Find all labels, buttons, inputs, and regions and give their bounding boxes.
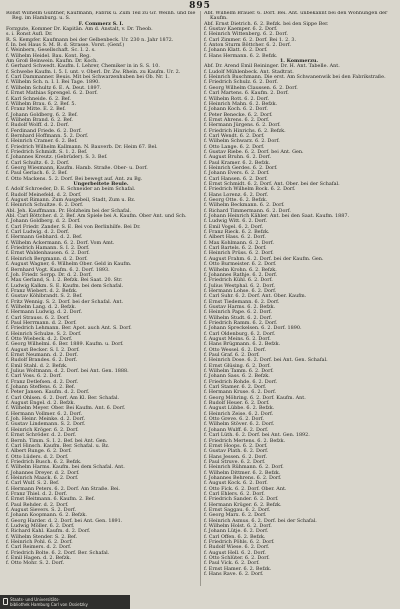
directory-entry: f. Georg Wiesmann, Kaufm. Hamb. Straße. Ober- u. Dorf. xyxy=(6,164,148,171)
directory-entry: f. Otto Wiebeck. d. 2. Dorf. xyxy=(6,335,73,342)
directory-entry: f. Johann Steffens. 6. 2. Bef. xyxy=(6,384,76,391)
directory-entry: f. Friedrich Hamann. S. I. 2. Dorf. xyxy=(6,245,90,252)
directory-entry: f. Gustav Kaemper. 6. 2. Dorf. xyxy=(204,26,278,33)
directory-entry: f. Friedrich Schulz. 6. 2. Dorf. xyxy=(204,79,278,86)
directory-entry: f. Schwebe Kaufm. l. 5. I. unt. v. Oberl. Dr. Zw. Rhein. zu Kaufm. Ur. 2. xyxy=(6,68,181,75)
directory-entry: f. Otto Lüders. d. 2. Dorf. xyxy=(6,453,69,460)
directory-entry: f. Otto Lange. 6. 2. Dorf. xyxy=(204,143,265,150)
directory-entry: f. Hermann Vollmer. 6. 2. Dorf. xyxy=(6,410,83,417)
directory-entry: f. Wilhelm Tamm. 6. 2. Dorf. xyxy=(204,368,274,375)
directory-entry: f. Peter Benecke. 6. 2. Dorf. xyxy=(204,111,273,118)
page-number: 895 xyxy=(189,1,211,11)
directory-entry: f. Franz Wiebert. d. 2. Befzk. xyxy=(6,287,78,294)
directory-entry: F. Commerz S. I. xyxy=(78,20,124,27)
directory-entry: f. Ludolf Mühlenbeck. Ant. Stadtrat. xyxy=(204,68,294,75)
directory-entry: f. Carl Reimers. d. 2. Dorf. xyxy=(6,544,72,551)
directory-entry: f. Hans Rave. 6. 2. Dorf. xyxy=(204,571,264,578)
directory-entry: f. Ernst Tiedemann. 6. 2. Dorf. xyxy=(204,298,280,305)
directory-entry: f. Hermann Gebhard. d. 2. Bef. xyxy=(6,234,83,241)
directory-entry: f. Johann Evers. 6. 2. Dorf. xyxy=(204,170,270,177)
column-divider xyxy=(200,11,201,586)
directory-entry: f. Heinrich Kröger. 6. 2. Dorf. xyxy=(6,426,79,433)
directory-entry: f. Ernst Hoops. 6. 2. Dorf. xyxy=(204,442,268,449)
directory-entry: f. Georg Wilhelm Claussen. 6. 2. Dorf. xyxy=(204,84,298,91)
directory-entry: f. Max Gerland, S. I. 2. Befzk. Bei Saat. 20. Str. xyxy=(6,277,123,284)
directory-entry: f. Joh. Friedr. Sorpp. Dr. d. 2. Dorf. xyxy=(6,271,92,278)
directory-entry: f. Karl Schneide. 6. 2. Bef. xyxy=(6,95,71,102)
directory-entry: f. Carl Offen. 6. 2. Befzk. xyxy=(204,533,266,540)
directory-entry: f. Fritz Wennig. S. 2. Dorf. bei der Schafal. Ant. xyxy=(6,298,124,305)
directory-entry: f. Ferdinand Friede. 6. 2. Dorf. xyxy=(6,127,82,134)
directory-entry: f. Carl Ohlsen. 6. 2. Dorf. Am Kl. Ber. Schafal. xyxy=(6,394,120,401)
directory-entry: f. Carl Suhr. 6. 2. Dorf. Ant. Ober. Kaufm. xyxy=(204,293,307,300)
directory-entry: f. Wilhelm Beckmann. 6. 2. Dorf. xyxy=(204,202,285,209)
directory-entry: f. Heinrich Asmus. 6. 2. Dorf. bei der Schafal. xyxy=(204,517,317,524)
directory-entry: f. Weinbern, Gesellschaft. Sc. I. 2. s. xyxy=(6,47,96,54)
directory-entry: f. Heinrich Cramer. 6. 2. Bef. xyxy=(6,138,78,145)
directory-entry: f. August Engel. d. 2. Befzk. xyxy=(6,400,76,407)
directory-entry: f. Heinrich Wittenberg. 6. 2. Dorf. xyxy=(204,31,288,38)
directory-entry: f. Heinrich Zeise. 6. 2. Dorf. xyxy=(204,410,274,417)
directory-entry: f. August Meins. 6. 2. Dorf. xyxy=(204,335,271,342)
directory-entry: f. Paul Herrmann. d. 2. Dorf. xyxy=(6,319,77,326)
directory-entry: f. Paul Graf. 6. 2. Dorf. xyxy=(204,352,260,358)
directory-entry: f. Gustav Riebe. 6. 2. Dorf. bei Ant. Gen. xyxy=(204,148,304,155)
directory-entry: f. Wilhelm Stender. S. 2. Bef. xyxy=(6,533,78,540)
directory-entry: f. Johann Goldberg. d. 2. Dorf. xyxy=(6,218,81,225)
directory-entry: f. Heinrich Dose. 6. 2. Dorf. bei Ant. Gen. Schafal. xyxy=(204,357,328,364)
directory-entry: f. Friedrich Wilhelm Kallmann. N. Bauverb. Dr. Heim 67. Bel. xyxy=(6,143,158,150)
directory-entry: f. August Rimann. Zum Ausgebeil, Stadt, Zum u. Bz. xyxy=(6,197,136,204)
directory-entry: Abf. Dr. Arend Emil Reininger. Dr. H. Ant. Tabelle. Ant. xyxy=(204,63,340,70)
directory-entry: f. Friedrich Kühl. 6. 2. Dorf. xyxy=(204,277,273,284)
directory-entry: f. Friedrich Schmidt. S. 1. 2. Bef. xyxy=(6,148,88,155)
directory-entry: f. Emil Hagen. d. 2. Befzk. xyxy=(6,555,71,562)
directory-entry: f. Heinrich Prüss. 6. 2. Dorf. xyxy=(204,250,274,257)
directory-entry: f. Emil Stahl. d. 2. Befzk. xyxy=(6,362,68,369)
directory-entry: f. Ernst Glüsing. 6. 2. Dorf. xyxy=(204,362,271,369)
directory-entry: f. Wilhelm Stöver. 6. 2. Dorf. xyxy=(204,421,275,428)
directory-entry: f. Ernst Neumann. d. 2. Dorf. xyxy=(6,352,78,358)
directory-entry: f. Paul Struve. 6. 2. Dorf. xyxy=(204,458,266,465)
directory-entry: Abf. Ernst Dietrich. 6. 2. Befzk. bei den Sippe Ber. xyxy=(204,20,329,27)
directory-entry: f. Heinrich Maack. 6. 2. Dorf. xyxy=(6,474,79,481)
directory-entry: f. Rudolf Heuer. 6. 2. Dorf. xyxy=(204,400,270,407)
library-logo-icon xyxy=(3,598,8,605)
directory-entry: f. Heinrich Mahn. 6. 2. Befzk. xyxy=(204,100,278,107)
directory-entry: f. Friedrich Pöhls. 6. 2. Dorf. xyxy=(204,539,275,546)
directory-entry: f. Hans Lorenz. 6. 2. Dorf. xyxy=(204,191,269,198)
directory-entry: 1. Kommerzu. xyxy=(279,58,319,65)
directory-entry: f. Richard Timmermann. 6. 2. Dorf. xyxy=(204,207,291,214)
directory-entry: f. Heinrich Rühmann. 6. 2. Dorf. xyxy=(204,464,284,471)
directory-entry: f. Hans Brügmann. 6. 2. Befzk. xyxy=(204,341,281,348)
directory-entry: f. Friedrich Sander. 6. 2. Dorf. xyxy=(204,496,279,503)
directory-entry: f. Carl Ludwig. d. 2. Dorf. xyxy=(6,229,70,236)
directory-entry: f. Wilhelm Brau. 6. 2. Bef. 5. xyxy=(6,100,77,107)
directory-entry: f. Wilhelm Dittmer. 6. 2. Befzk. xyxy=(204,469,281,476)
directory-entry: f. Bernh. Timm. S. I. 2. Bef. bei Ant. Gen. xyxy=(6,437,108,444)
directory-entry: f. Ludwig Möller. 6. 2. Dorf. xyxy=(6,523,75,529)
directory-entry: f. Carl Wendt. 6. 2. Dorf. xyxy=(204,132,265,139)
directory-entry: f. Georg Marx. 6. 2. Dorf. xyxy=(204,512,267,519)
directory-entry: f. Wilhelm Harms. Kaufm. bei dem Schafal. Ant. xyxy=(6,464,125,471)
directory-entry: f. Friedrich Busch. 6. 2. Befzk. xyxy=(6,458,82,465)
directory-entry: f. August Sievers. S. 2. Dorf. xyxy=(6,506,77,513)
directory-entry: f. Hermann Krüger. 6. 2. Befzk. xyxy=(204,501,282,508)
directory-entry: f. August Bruhn. 6. 2. Dorf. xyxy=(204,154,272,161)
footer-line-1: Staats- und Universitäts- xyxy=(10,597,60,602)
directory-entry: f. Anton Sturm Böttcher. 6. 2. Dorf. xyxy=(204,42,292,49)
directory-entry: f. Otto Schlüter. 6. 2. Dorf. xyxy=(204,555,270,562)
directory-entry: f. Wilhelm Meyer. Ober. Bei Kaufm. Ant. 6. Dorf. xyxy=(6,405,126,412)
directory-entry: f. Ernst Waldenhausen. 6. 2. Dorf. xyxy=(6,250,90,257)
directory-entry: Ronst Wilhelm Günther, Kaufmann, Fabrik u. Zum Teil zu Gr. Weinh. und bie Reg. im Hamburg. u. S. xyxy=(6,11,196,22)
directory-entry: f. Johann Spreckelsen. 6. 2. Dorf. 1890. xyxy=(204,325,302,332)
directory-entry: f. Hermann Ludwig. d. 2. Dorf. xyxy=(6,309,83,316)
directory-entry: f. August Becker. S. I. 2. Dorf. xyxy=(6,346,80,353)
right-column xyxy=(204,11,394,586)
directory-entry: f. Max Kohlmann. 6. 2. Dorf. xyxy=(204,239,274,246)
directory-entry: f. Friedrich Hinrichs. 6. 2. Befzk. xyxy=(204,127,286,134)
directory-entry: f. Johann Klatt. 6. 2. Dorf. xyxy=(204,47,268,54)
directory-entry: f. Julius Westphal. 6. 2. Dorf. xyxy=(204,282,275,289)
directory-entry: f. Richard Kahl. Kaufm. d. 2. Dorf. xyxy=(6,528,91,535)
directory-entry: f. Georg Möhring. 6. 2. Dorf. Kaufm. Ant. xyxy=(204,394,306,401)
directory-entry: f. Paul Vick. 6. 2. Dorf. xyxy=(204,560,260,567)
directory-entry: f. Paul Rehder. d. 2. Dorf. xyxy=(6,501,69,508)
directory-entry: f. Friedrich Bolte. 6. 2. Dorf. Ber. Schafal. xyxy=(6,549,110,556)
directory-entry: f. Hermann Peters. 6. 2. Dorf. Am Straße. Bei. xyxy=(6,485,120,492)
directory-entry: f. Friedrich Mertens. 6. 2. Befzk. xyxy=(204,437,286,444)
directory-entry: f. Peter Jansen. Kaufm. d. 2. Dorf. xyxy=(6,389,90,396)
directory-entry: f. Carl Dammanner. Beuis. Mit bei Schwarzenhuben bei Ob. Nr. 1. xyxy=(6,74,170,81)
directory-entry: f. Gustav Plath. 6. 2. Dorf. xyxy=(204,448,269,455)
directory-entry: f. August Hell. 6. 2. Dorf. xyxy=(204,549,266,556)
directory-entry: f. Emil Vogel. 6. 2. Dorf. xyxy=(204,223,264,230)
directory-entry: f. Joh. Heinr. Meinke. d. 2. Dorf. xyxy=(6,416,86,423)
directory-entry: f. Johannes Rathje. 6. 2. Dorf. xyxy=(204,271,278,278)
directory-entry: f. Carl Zimmer. 6. 2. Dorf. Bei 1. 2. 3. xyxy=(204,36,297,43)
directory-entry: f. Gustav Lindemann. S. 2. Dorf. xyxy=(6,421,86,428)
directory-entry: f. Rudolf Wolff. d. 2. Dorf. xyxy=(6,122,70,129)
directory-entry: f. Ernst Heitmann. 6. Kaufm. 2. Bef. xyxy=(6,496,95,503)
directory-entry: f. Ernst Saggau. 6. 2. Dorf. xyxy=(204,506,271,513)
directory-entry: Abl. Carl Böttcher. d. 2. Bef. Am Spiele bei A. Kaufm. Ober Ant. und Sch. xyxy=(6,213,187,220)
directory-entry: f. August Frahm. 6. 2. Dorf. bei der Kaufm. Gen. xyxy=(204,255,324,262)
directory-entry: f. Rudolf Meinefeld. d. 2. Dorf. xyxy=(6,191,82,198)
directory-entry: f. Georg Wilhelmi. 6. Ber. 1889. Kaufm. u. Dorf. xyxy=(6,341,124,348)
directory-entry: f. In. bei Haus S. M. B. d. Strasse. Vorst. (Genf.) xyxy=(6,42,125,49)
directory-entry: f. Hermann Lohse. 6. 2. Dorf. xyxy=(204,287,277,294)
directory-entry: f. Carl Bartels. 6. 2. Dorf. xyxy=(204,245,267,252)
directory-entry: f. Johann Heinrich Kähler. Ant. bei den Saat. Kaufm. 1887. xyxy=(204,213,350,220)
directory-entry: f. Johann Koch. 6. 2. Dorf. xyxy=(204,106,268,113)
directory-entry: f. Wilhelm Krohn. 6. 2. Befzk. xyxy=(204,266,277,273)
directory-entry: f. Johann Goldberg. 6. 2. Bef. xyxy=(6,111,78,118)
directory-entry: f. Hans Jessen. 6. 2. Dorf. xyxy=(204,453,268,460)
directory-entry: f. Otto Greve. 6. 2. Dorf. xyxy=(204,416,264,423)
directory-entry: f. Heinrich Schultze. 6. 2. Dorf. xyxy=(6,202,84,209)
directory-entry: f. Wilhelm Brand. 6. 2. Bef. xyxy=(6,116,73,123)
directory-entry: f. Bernhard Hoffmann. 5. 2. Dorf. xyxy=(6,132,89,139)
directory-entry: f. Carl Strauss. 6. 2. Dorf. xyxy=(6,314,70,321)
directory-entry: f. Albert Hass. 6. 2. Dorf. xyxy=(204,234,266,241)
directory-entry: f. Hermann Kruse. 6. 2. Dorf. xyxy=(204,389,277,396)
directory-entry: f. Adolf Schroeder, D. E. Schneider an beim Schafal. xyxy=(6,186,136,193)
directory-entry: f. Otto Mohr. S. 2. Dorf. xyxy=(6,560,65,567)
directory-entry: f. Hans Hermann. 6. 2. Befzk. xyxy=(204,52,278,59)
directory-entry: f. Carl Schultz. 6. 2. Dorf. xyxy=(6,159,70,166)
directory-entry: f. Friedrich Rohde. 6. 2. Dorf. xyxy=(204,378,278,385)
directory-entry: f. Carl Hinsch. Kaufm. Ber. Schafal. u. Bz. xyxy=(6,442,110,449)
directory-entry: f. Ludwig Witt. 6. 2. Dorf. xyxy=(204,218,268,225)
directory-entry: Abf. Wilhelm Brauer. 6. Dorf. Bei. Ant. unbekannt bei den Wohnungen der Kaufm. xyxy=(204,11,388,22)
directory-entry: f. Otto Mackens. 5. 2. Dorf. Bei bewegt auf. Ant. zu Bg. xyxy=(6,175,143,182)
directory-entry: f. Johann Lütje. 6. 2. Dorf. xyxy=(204,528,269,535)
directory-entry: f. Carl Friedr. Zander. S. E. Bei von Berlinhilfe. Bei Dr. xyxy=(6,223,141,230)
directory-entry: f. Gustav Köhlbrandt. S. 2. Bef. xyxy=(6,293,83,300)
directory-entry: f. Heinrich Pohl. 6. 2. Dorf. xyxy=(6,539,73,546)
directory-entry: Ungerbeitete Beule. xyxy=(73,181,129,187)
directory-entry: Forzgute, Kommer Dr. Kapitän. Am d. Anstalt, v. Dr. Theob. xyxy=(6,26,153,33)
directory-entry: f. Carl Wulf. S. 2. Bef. xyxy=(6,480,60,487)
library-footer xyxy=(0,595,130,609)
directory-entry: f. Heinrich Bergmann. d. 2. Dorf. xyxy=(6,255,88,262)
footer-line-2: bibliothek Hamburg Carl von Ossietzky xyxy=(10,602,88,607)
directory-entry: f. Carl Martens. 6. Kaufm. 2. Dorf. xyxy=(204,90,289,97)
directory-entry: f. Gerhard Schwedt. Kaufm. I. Lehrer, Chemiker in in S. S. 10. xyxy=(6,63,160,70)
directory-entry: f. Carl Hansen. 6. 2. Dorf. xyxy=(204,175,268,182)
directory-entry: f. Ernst Ahrens. 6. 2. Dorf. xyxy=(204,116,270,123)
directory-entry: Abl. Jeh. Kauffmann. Pr. Holzheim bei der Schafal. xyxy=(6,207,132,214)
directory-entry: f. Johannes Behrens. 6. 2. Dorf. xyxy=(204,474,282,481)
directory-entry: f. Carl Voss. 6. 2. Dorf. xyxy=(6,373,62,380)
directory-entry: f. Franz Thiel. d. 2. Dorf. xyxy=(6,490,68,497)
directory-entry: f. Johannes Kreutz. (Gebrüder). S. 3. Bef. xyxy=(6,154,108,161)
directory-entry: f. Wilhelm Heidel. Bau. Kont. Reg. xyxy=(6,52,91,59)
directory-entry: f. Bernhard Vogt. Kaufm. 6. 2. Dorf. 1893. xyxy=(6,266,110,273)
directory-entry: f. Gustav Harms. 6. 2. Befzk. xyxy=(204,303,276,310)
directory-entry: f. Ernst Hamer. 6. 2. Befzk. xyxy=(204,565,272,572)
directory-entry: f. Friedrich Ramm. 6. 2. Dorf. xyxy=(204,319,278,326)
directory-entry: f. Friedrich Wilhelm Bock. 6. 2. Dorf. xyxy=(204,186,296,193)
directory-entry: f. August Kock. 6. 2. Dorf. xyxy=(204,480,268,487)
directory-entry: f. Ernst Schröder. d. 2. Dorf. xyxy=(6,432,77,439)
directory-entry: f. Ernst Schmidt. 6. 2. Dorf. Ant. Ober. bei der Schafal. xyxy=(204,181,340,187)
directory-entry: Am Groß Beinwein. Kaufm. Dr. Koch. xyxy=(6,58,98,65)
directory-entry: f. Wilhelm Studt. 6. 2. Dorf. xyxy=(204,314,273,321)
directory-entry: f. Rudolf Brandes. 6. 2. Dorf. xyxy=(6,357,78,364)
directory-entry: f. Wilhelm Sch. n. I. I. Bei Tage. 1890. xyxy=(6,79,100,86)
directory-entry: f. Otto Burmeister. 6. 2. Dorf. xyxy=(204,261,277,268)
directory-entry: f. Franz Detlefsen. d. 2. Dorf. xyxy=(6,378,79,385)
directory-entry: f. Julius Woltmann. d. 2. Dorf. bei Ant. Gen. 1888. xyxy=(6,368,129,375)
directory-entry: f. Wilhelm Ackermann. 6. 2. Dorf. Vom Amt. xyxy=(6,239,115,246)
directory-entry: f. Ernst Mathias Sprengel. 6. 2. Dorf. xyxy=(6,90,98,97)
directory-entry: f. Johannes Dreyer. d. 2. Dorf. xyxy=(6,469,80,476)
directory-entry: f. Wilhelm Holst. 6. 2. Dorf. xyxy=(204,523,272,529)
directory-entry: f. Wilhelm Lang. d. 2. Befzk. xyxy=(6,303,77,310)
directory-entry: f. Carl Lüth. 6. 2. Dorf. bei Ant. Gen. 1892. xyxy=(204,432,310,439)
directory-entry: f. Franz Mitte. E. 2. Bef. xyxy=(6,106,66,113)
directory-entry: f. Albert Runge. 6. 2. Dorf. xyxy=(6,448,72,455)
directory-entry: f. Georg Harder. d. 2. Dorf. bei Ant. Gen. 1891. xyxy=(6,517,123,524)
directory-entry: f. Heinrich Buschmann. Die erst. Am Schwanenwik bei den Fabrikstraße. xyxy=(204,74,386,81)
directory-entry: f. Wilhelm Schwarz. 6. 2. Dorf. xyxy=(204,138,280,145)
directory-entry: f. Heinrich Gerdes. 6. 2. Dorf. xyxy=(204,164,278,171)
directory-entry: f. Johann Wulff. 6. 2. Dorf. xyxy=(204,426,269,433)
directory-entry: f. Carl Oldenburg. 6. 2. Dorf. xyxy=(204,330,276,337)
directory-entry: f. Hermann Jürgens. 6. 2. Dorf. xyxy=(204,122,281,129)
directory-entry: f. Carl Stamer. 6. 2. Dorf. xyxy=(204,384,267,391)
directory-entry: f. Ludwig Kalkm. S. E. Kaufm. bei dem Schafal. xyxy=(6,282,124,289)
directory-entry: f. Johann Sass. 6. 2. Befzk. xyxy=(204,373,270,380)
directory-entry: f. Otto Fick. 6. 2. Dorf. Ober. Ant. xyxy=(204,485,287,492)
directory-entry: f. Paul Gerlach. 6. 2. Bef. xyxy=(6,170,68,177)
directory-entry: f. Paul Kramer. 6. 2. Befzk. xyxy=(204,159,271,166)
directory-entry: f. Rudolf Wiese. 6. 2. Dorf. xyxy=(204,544,270,551)
directory-entry: f. Johann Koopmann. 6. 2. Befzk. xyxy=(6,512,87,519)
directory-entry: f. Heinrich Pape. 6. 2. Dorf. xyxy=(204,309,272,316)
directory-entry: f. August Lübbe. 6. 2. Befzk. xyxy=(204,405,275,412)
directory-entry: f. Wilhelm Rott. 6. 2. Dorf. xyxy=(204,95,270,102)
directory-entry: f. Wilhelm Schultz 6. E. A. Deut. 1897. xyxy=(6,84,102,91)
directory-entry: f. Georg Otte. 6. 2. Befzk. xyxy=(204,197,268,204)
directory-entry: f. Friedrich Lehmann. Ber. Apot. auch Ant. S. Dorf. xyxy=(6,325,132,332)
directory-entry: R. S. Kempfer. Kaufmann bei der Gelbenbeck. Ur. 230 n. Jahr 1872. xyxy=(6,36,174,43)
directory-entry: f. Carl Ehlers. 6. 2. Dorf. xyxy=(204,490,265,497)
directory-entry: f. Otto Wessel. 6. 2. Dorf. xyxy=(204,346,267,353)
directory-entry: f. Franz Rieck. 6. 2. Befzk. xyxy=(204,229,270,236)
left-column xyxy=(6,11,196,586)
directory-entry: s. i. Ronst Aufl. Dr. xyxy=(6,31,53,38)
directory-entry: f. Heinrich Schulze. S. 2. Dorf. xyxy=(6,330,82,337)
directory-entry: f. August Wagner, 6. Wilhelm Ober. Geld in Kaufm. xyxy=(6,261,132,268)
